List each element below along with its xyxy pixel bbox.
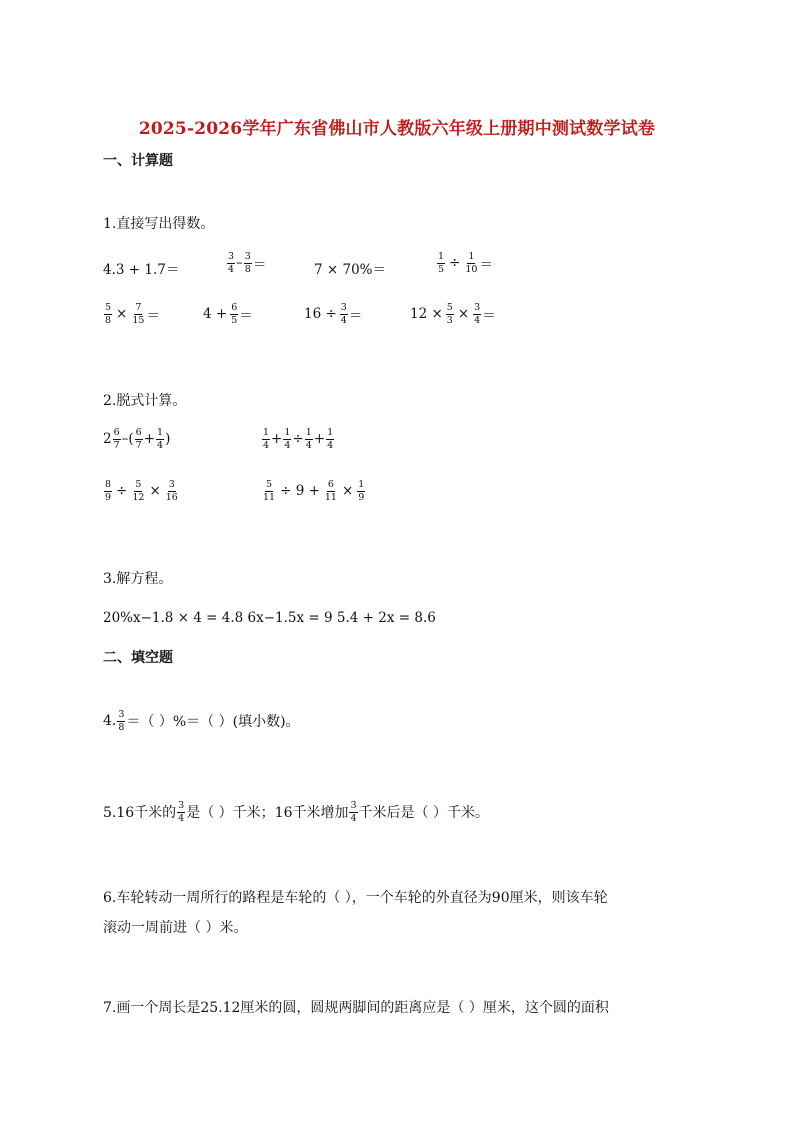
q2-expr-4 [261,480,366,502]
question-4-text: ＝（ ）%＝（ ）(填小数)。 [126,714,300,730]
question-number: 4. [103,713,117,729]
fraction: $\frac{7}{15}$ [132,302,145,326]
operator: × [149,483,161,499]
question-1-stem: 1.直接写出得数。 [103,216,215,232]
fraction: $\frac{1}{5}$ [438,251,445,275]
section-heading-calculation: 一、计算题 [103,153,173,169]
operator: × [341,483,354,499]
fraction: $\frac{8}{9}$ [105,479,112,503]
fraction: $\frac{3}{4}$ [340,302,347,326]
fraction: $\frac{3}{16}$ [165,479,178,503]
prefix: 16 ÷ [304,306,337,322]
q1-expr-4 [436,252,493,274]
q1-expr-2 [226,252,266,274]
q1-expr-3 [314,258,386,278]
section-heading-fill-blank: 二、填空题 [103,650,173,666]
fraction: $\frac{3}{8}$ [118,709,125,733]
fraction: $\frac{1}{4}$ [157,427,164,451]
question-3-equations: 20%x−1.8 × 4 = 4.8 6x−1.5x = 9 5.4 + 2x = 8.6 [103,610,436,626]
fraction: $\frac{3}{4}$ [228,251,235,275]
question-6-line-1: 6.车轮转动一周所行的路程是车轮的（ ），一个车轮的外直径为90厘米，则该车轮 [103,890,608,906]
q1-expr-5 [103,303,160,325]
fraction: $\frac{6}{7}$ [135,427,142,451]
fraction: $\frac{1}{4}$ [305,427,312,451]
fraction: $\frac{5}{3}$ [446,302,453,326]
question-5-text-a: 5.16千米的 [103,805,177,821]
operator: × [116,306,128,322]
prefix: 4 + [203,306,228,322]
fraction: $\frac{6}{5}$ [231,302,238,326]
q1-expr-1-text: 4.3 + 1.7＝ [103,262,180,278]
q2-expr-1 [103,428,170,450]
q2-expr-2 [261,428,335,450]
operator: + [271,431,283,447]
question-5-text-b: 是（ ）千米；16千米增加 [186,805,349,821]
q1-expr-7 [304,303,362,325]
fraction: $\frac{1}{10}$ [465,251,478,275]
equals: ＝ [479,257,493,273]
q1-expr-8 [410,303,496,325]
q2-expr-3 [103,480,180,502]
q1-expr-3-text: 7 × 70%＝ [314,262,386,278]
q1-expr-1 [103,258,179,278]
fraction: $\frac{3}{4}$ [474,302,481,326]
equals: ＝ [146,308,160,324]
fraction: $\frac{6}{11}$ [324,479,337,503]
operator: ÷ [116,483,128,499]
whole-number: 2 [103,431,112,447]
equals: ＝ [482,308,496,324]
equals: ＝ [348,308,363,324]
fraction: $\frac{1}{9}$ [358,479,365,503]
question-5-text-c: 千米后是（ ）千米。 [358,805,489,821]
operator: + [143,431,156,447]
fraction: $\frac{1}{4}$ [284,427,291,451]
operator: ÷ [449,255,461,271]
operator: ÷ 9 + [280,483,320,499]
operator: –( [121,431,134,447]
fraction: $\frac{6}{7}$ [113,427,120,451]
question-6-line-2: 滚动一周前进（ ）米。 [103,920,248,936]
question-3-stem: 3.解方程。 [103,571,173,587]
fraction: $\frac{5}{8}$ [105,302,112,326]
equals: ＝ [252,257,267,273]
operator: + [313,431,326,447]
operator: – [236,255,243,271]
fraction: $\frac{1}{4}$ [263,427,270,451]
fraction: $\frac{3}{8}$ [244,251,251,275]
operator: × [457,306,470,322]
question-2-stem: 2.脱式计算。 [103,393,187,409]
operator: ÷ [292,431,304,447]
fraction: $\frac{5}{12}$ [132,479,145,503]
paren: ) [165,431,171,447]
question-7-line-1: 7.画一个周长是25.12厘米的圆，圆规两脚间的距离应是（ ）厘米，这个圆的面积 [103,1000,609,1016]
fraction: $\frac{3}{4}$ [178,800,185,824]
equals: ＝ [239,308,253,324]
question-5 [103,801,489,823]
prefix: 12 × [410,306,443,322]
fraction: $\frac{3}{4}$ [350,800,357,824]
question-4 [103,710,300,732]
q1-expr-6 [203,303,253,325]
fraction: $\frac{1}{4}$ [327,427,334,451]
fraction: $\frac{5}{11}$ [263,479,276,503]
page-title: 2025-2026学年广东省佛山市人教版六年级上册期中测试数学试卷 [138,119,656,139]
